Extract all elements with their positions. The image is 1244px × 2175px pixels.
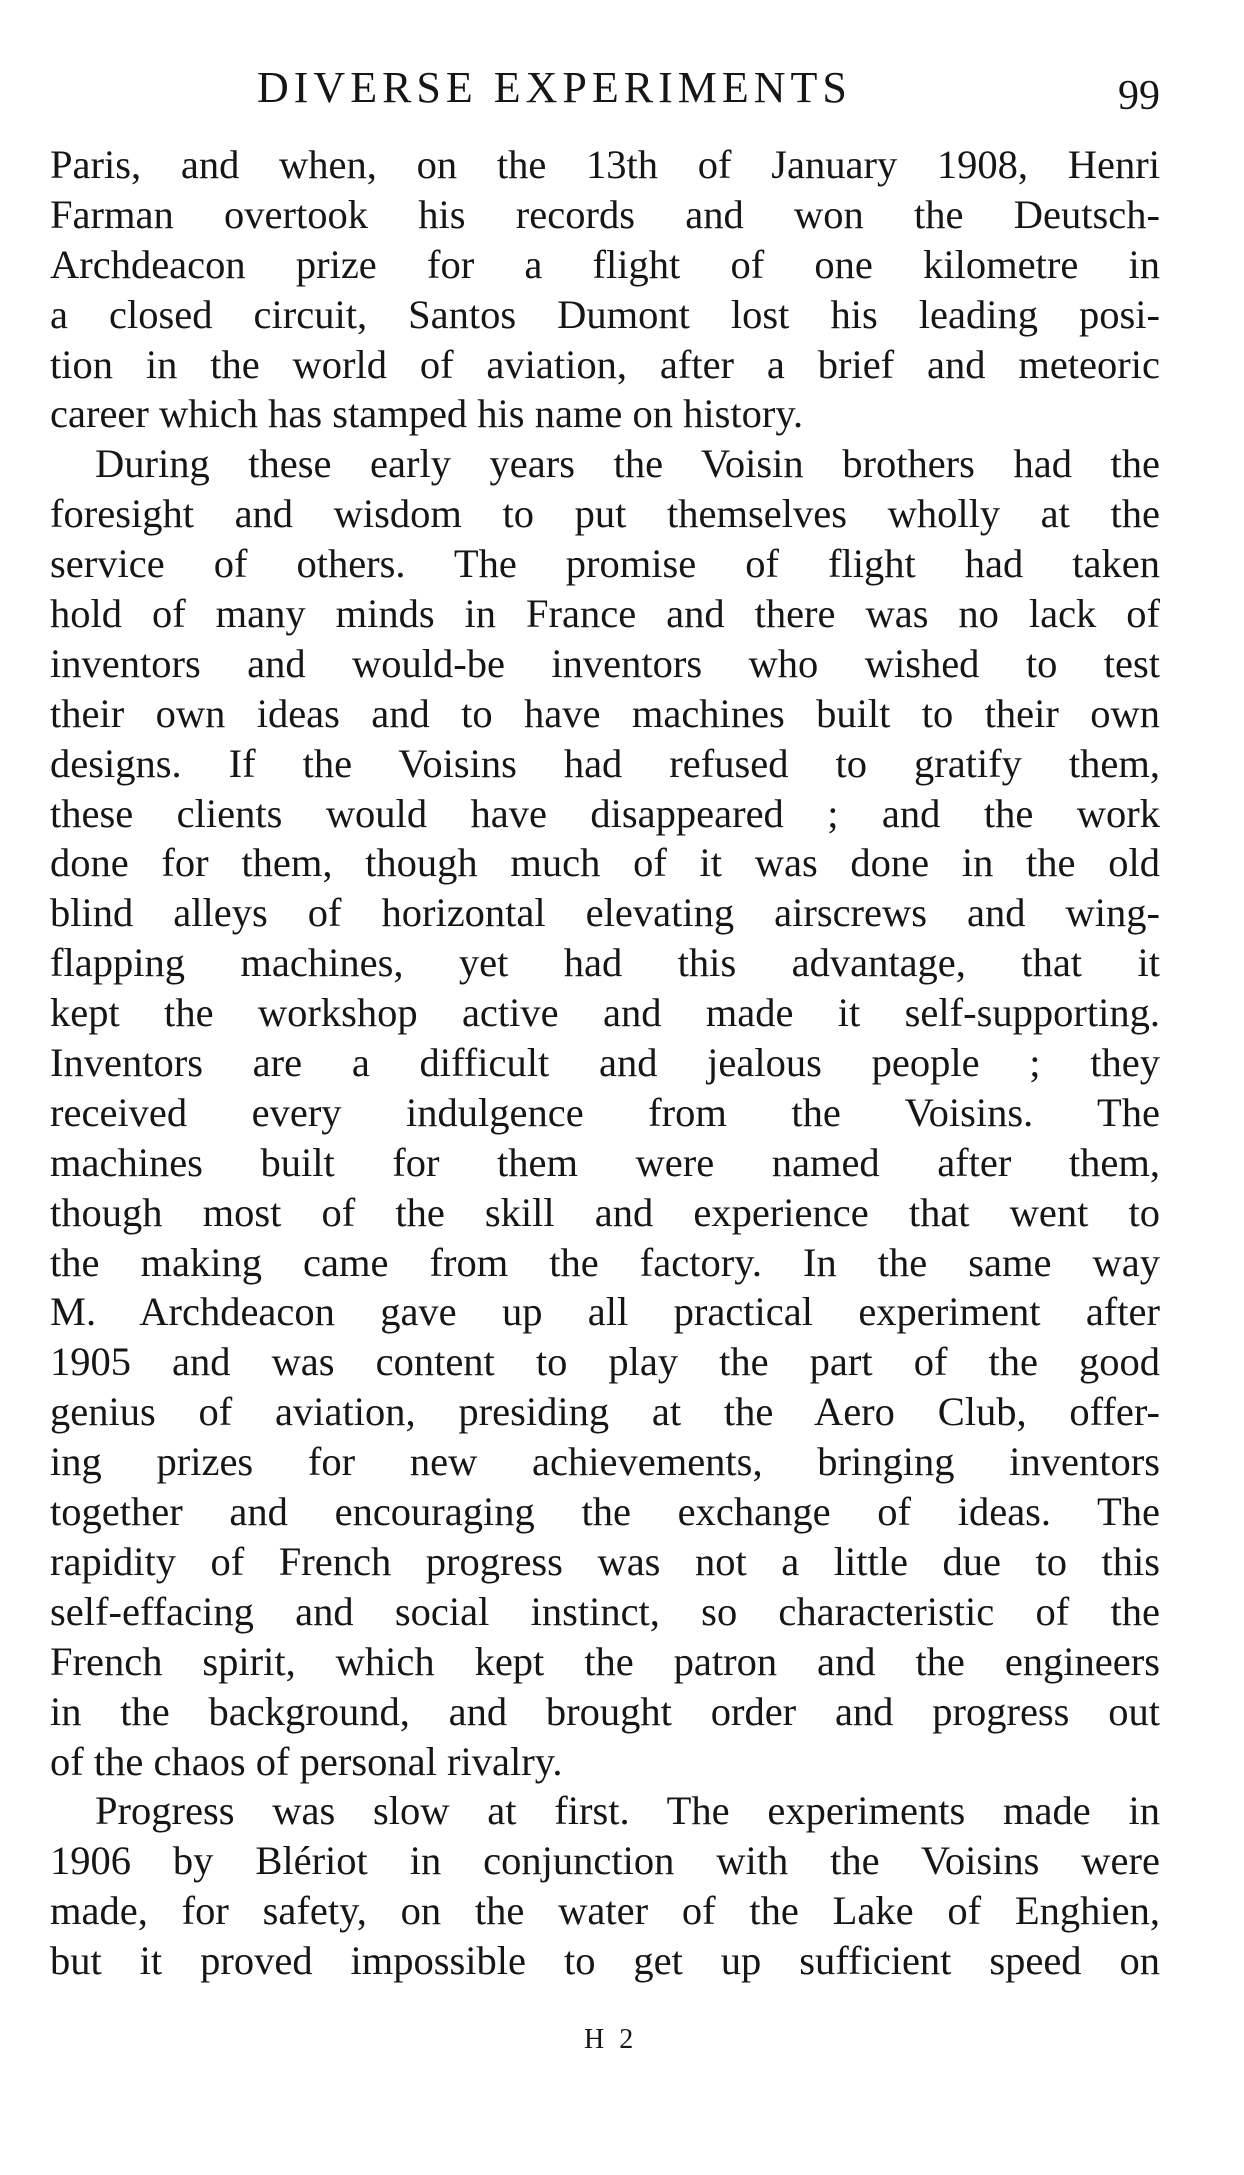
body-text [50, 140, 1160, 1986]
text-line: flapping machines, yet had this advantage, that it [50, 940, 1160, 986]
paragraph-3 [50, 1786, 1160, 1986]
text-line: done for them, though much of it was done in the old [50, 840, 1160, 886]
text-line: Farman overtook his records and won the Deutsch- [50, 191, 1160, 237]
text-line: M. Archdeacon gave up all practical experiment after [50, 1289, 1160, 1335]
text-line: of the chaos of personal rivalry. [50, 1738, 563, 1784]
text-line: career which has stamped his name on history. [50, 391, 804, 437]
text-line: genius of aviation, presiding at the Aero Club, offer- [50, 1389, 1160, 1435]
running-head: DIVERSE EXPERIMENTS [257, 63, 852, 112]
paragraph-2 [50, 439, 1160, 1786]
text-line: though most of the skill and experience that went to [50, 1189, 1160, 1235]
text-line: hold of many minds in France and there was no lack of [50, 591, 1160, 637]
text-line: Inventors are a difficult and jealous people ; they [50, 1040, 1160, 1086]
text-line: the making came from the factory. In the same way [50, 1239, 1160, 1285]
page-header [50, 58, 1160, 118]
text-line: these clients would have disappeared ; and the work [50, 790, 1160, 836]
text-line: but it proved impossible to get up sufficient speed on [50, 1938, 1160, 1984]
text-line: French spirit, which kept the patron and the engineers [50, 1638, 1160, 1684]
text-line: self-effacing and social instinct, so characteristic of the [50, 1588, 1160, 1634]
signature-mark: H 2 [584, 2024, 638, 2055]
text-line: ing prizes for new achievements, bringing inventors [50, 1439, 1160, 1485]
text-line: designs. If the Voisins had refused to gratify them, [50, 740, 1160, 786]
paragraph-1 [50, 140, 1160, 439]
text-line: kept the workshop active and made it self-supporting. [50, 990, 1160, 1036]
text-line: tion in the world of aviation, after a brief and meteoric [50, 341, 1160, 387]
page-number: 99 [1118, 73, 1160, 119]
text-line: received every indulgence from the Voisins. The [50, 1089, 1160, 1135]
text-line: made, for safety, on the water of the Lake of Enghien, [50, 1888, 1160, 1934]
text-line: Progress was slow at first. The experiments made in [95, 1788, 1160, 1834]
text-line: Paris, and when, on the 13th of January 1908, Henri [50, 142, 1160, 187]
text-line: During these early years the Voisin brothers had the [95, 441, 1160, 487]
text-line: machines built for them were named after them, [50, 1139, 1160, 1185]
text-line: foresight and wisdom to put themselves wholly at the [50, 491, 1160, 537]
text-line: 1906 by Blériot in conjunction with the Voisins were [50, 1838, 1160, 1884]
text-line: in the background, and brought order and progress out [50, 1688, 1160, 1734]
text-line: service of others. The promise of flight had taken [50, 541, 1160, 587]
text-line: 1905 and was content to play the part of the good [50, 1339, 1160, 1385]
text-line: rapidity of French progress was not a little due to this [50, 1538, 1160, 1584]
text-line: their own ideas and to have machines built to their own [50, 690, 1160, 736]
text-line: a closed circuit, Santos Dumont lost his leading posi- [50, 291, 1160, 337]
text-line: inventors and would-be inventors who wished to test [50, 640, 1160, 686]
text-line: together and encouraging the exchange of ideas. The [50, 1489, 1160, 1535]
text-line: blind alleys of horizontal elevating airscrews and wing- [50, 890, 1160, 936]
text-line: Archdeacon prize for a flight of one kilometre in [50, 241, 1160, 287]
